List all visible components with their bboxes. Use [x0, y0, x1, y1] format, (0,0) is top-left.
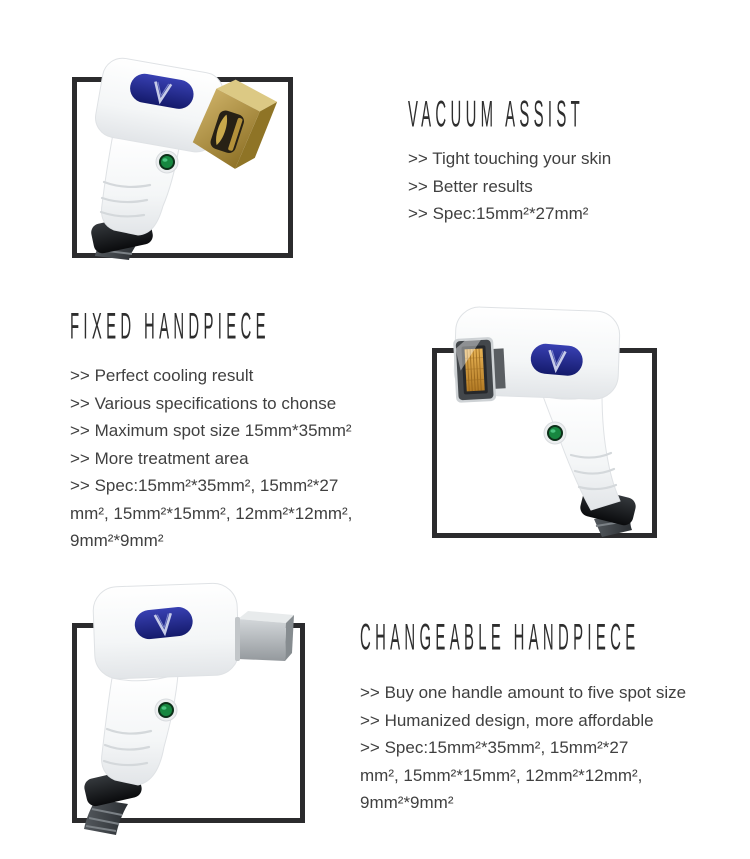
- silver-tip: [235, 611, 294, 661]
- bullet-line: mm², 15mm²*15mm², 12mm²*12mm²,: [360, 765, 643, 785]
- bullet-line: 9mm²*9mm²: [360, 793, 454, 812]
- bullet-line: 9mm²*9mm²: [70, 531, 164, 550]
- bullet-line: mm², 15mm²*15mm², 12mm²*12mm²,: [70, 503, 353, 523]
- bullet-line: >> Various specifications to chonse: [70, 393, 337, 413]
- bullet-line: >> Better results: [408, 176, 533, 196]
- bullet-line: >> Maximum spot size 15mm*35mm²: [70, 421, 352, 440]
- bullet-line: >> Spec:15mm²*27mm²: [408, 204, 589, 223]
- handle: [543, 393, 620, 510]
- bullet-line: >> Humanized design, more affordable: [360, 710, 654, 730]
- section-bullets-vacuum-assist: [408, 145, 738, 228]
- section-bullets-fixed-handpiece: [70, 362, 430, 555]
- green-round-button-icon: [155, 699, 177, 721]
- section-heading-changeable-handpiece: CHANGEABLE HANDPIECE: [360, 617, 640, 659]
- section-heading-vacuum-assist: VACUUM ASSIST: [408, 94, 585, 136]
- amber-window-handpiece-illustration: [425, 295, 675, 545]
- bullet-line: >> Spec:15mm²*35mm², 15mm²*27: [70, 476, 339, 495]
- handle: [102, 674, 178, 785]
- handpiece-head: [92, 583, 239, 680]
- bullet-line: >> More treatment area: [70, 448, 249, 468]
- bullet-line: >> Buy one handle amount to five spot size: [360, 683, 687, 702]
- green-round-button-icon: [156, 151, 178, 173]
- section-bullets-changeable-handpiece: [360, 679, 745, 817]
- bullet-line: >> Tight touching your skin: [408, 149, 612, 168]
- bullet-line: >> Spec:15mm²*35mm², 15mm²*27: [360, 738, 629, 757]
- section-heading-fixed-handpiece: FIXED HANDPIECE: [70, 306, 270, 348]
- green-round-button-icon: [544, 422, 566, 444]
- gold-tip-handpiece-illustration: [55, 22, 325, 267]
- bullet-line: >> Perfect cooling result: [70, 366, 254, 385]
- silver-tip-handpiece-illustration: [60, 575, 350, 855]
